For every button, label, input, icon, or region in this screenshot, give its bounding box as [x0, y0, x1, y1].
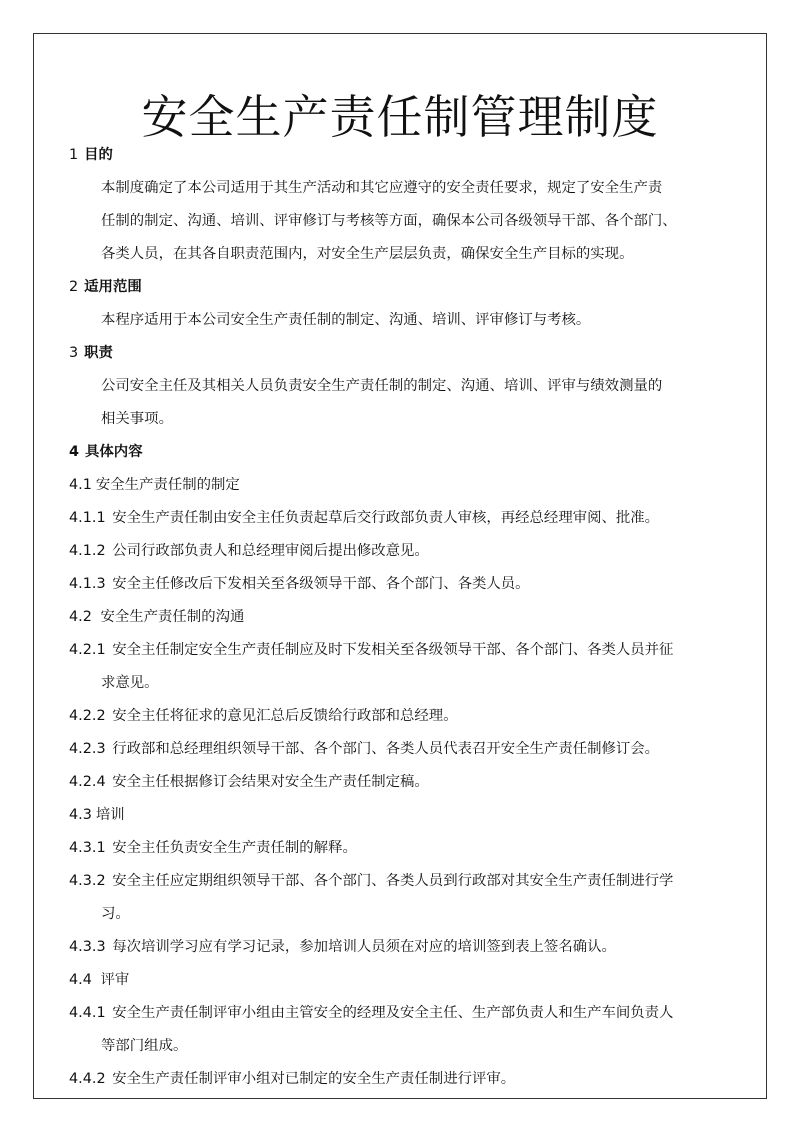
paragraph-line: 公司安全主任及其相关人员负责安全生产责任制的制定、沟通、培训、评审与绩效测量的 — [101, 378, 663, 394]
section-number: 3 — [69, 345, 79, 361]
clause-item — [69, 997, 741, 1030]
subsection-heading — [69, 469, 741, 502]
section-heading-content — [69, 436, 741, 469]
section-heading-responsibility — [69, 337, 741, 370]
paragraph-line: 各类人员，在其各自职责范围内，对安全生产层层负责，确保安全生产目标的实现。 — [101, 246, 634, 262]
paragraph-line: 任制的制定、沟通、培训、评审修订与考核等方面，确保本公司各级领导干部、各个部门、 — [101, 213, 677, 229]
clause-text: 安全主任根据修订会结果对安全生产责任制定稿。 — [112, 774, 429, 790]
clause-text: 安全主任将征求的意见汇总后反馈给行政部和总经理。 — [112, 708, 458, 724]
clause-number: 4.3.1 — [69, 840, 106, 856]
clause-item — [69, 1063, 741, 1096]
clause-number: 4.3.2 — [69, 873, 106, 889]
clause-number: 4.4.1 — [69, 1005, 106, 1021]
document-body — [69, 139, 741, 1096]
clause-number: 4.2.2 — [69, 708, 106, 724]
clause-number: 4.3.3 — [69, 939, 106, 955]
section-heading-scope — [69, 271, 741, 304]
clause-text: 每次培训学习应有学习记录，参加培训人员须在对应的培训签到表上签名确认。 — [112, 939, 616, 955]
subsection-title: 安全生产责任制的制定 — [95, 477, 240, 493]
clause-text: 安全生产责任制评审小组由主管安全的经理及安全主任、生产部负责人和生产车间负责人 — [112, 1005, 674, 1021]
subsection-heading — [69, 601, 741, 634]
section-title: 适用范围 — [84, 279, 142, 295]
section-heading-purpose — [69, 139, 741, 172]
clause-text: 安全主任负责安全生产责任制的解释。 — [112, 840, 357, 856]
section-number: 4 — [69, 444, 80, 460]
section-title: 具体内容 — [85, 444, 143, 460]
clause-continuation: 等部门组成。 — [101, 1038, 188, 1054]
section-title: 目的 — [84, 147, 113, 163]
clause-item — [69, 535, 741, 568]
clause-item — [69, 568, 741, 601]
subsection-number: 4.3 — [69, 807, 92, 823]
subsection-title: 安全生产责任制的沟通 — [100, 609, 245, 625]
clause-text: 安全主任修改后下发相关至各级领导干部、各个部门、各类人员。 — [112, 576, 530, 592]
subsection-number: 4.2 — [69, 609, 92, 625]
clause-text: 公司行政部负责人和总经理审阅后提出修改意见。 — [112, 543, 429, 559]
clause-text: 安全生产责任制评审小组对已制定的安全生产责任制进行评审。 — [112, 1071, 516, 1087]
subsection-title: 培训 — [95, 807, 125, 823]
clause-number: 4.1.3 — [69, 576, 106, 592]
clause-item — [69, 502, 741, 535]
subsection-title: 评审 — [100, 972, 130, 988]
clause-text: 行政部和总经理组织领导干部、各个部门、各类人员代表召开安全生产责任制修订会。 — [112, 741, 660, 757]
section-number: 1 — [69, 147, 79, 163]
clause-text: 安全主任应定期组织领导干部、各个部门、各类人员到行政部对其安全生产责任制进行学 — [112, 873, 674, 889]
document-title: 安全生产责任制管理制度 — [141, 89, 659, 144]
subsection-heading — [69, 964, 741, 997]
clause-continuation: 求意见。 — [101, 675, 159, 691]
clause-item — [69, 931, 741, 964]
clause-number: 4.2.3 — [69, 741, 106, 757]
paragraph-line: 本制度确定了本公司适用于其生产活动和其它应遵守的安全责任要求，规定了安全生产责 — [101, 180, 663, 196]
clause-text: 安全主任制定安全生产责任制应及时下发相关至各级领导干部、各个部门、各类人员并征 — [112, 642, 674, 658]
clause-number: 4.4.2 — [69, 1071, 106, 1087]
subsection-heading — [69, 799, 741, 832]
clause-item — [69, 865, 741, 898]
clause-number: 4.2.1 — [69, 642, 106, 658]
clause-number: 4.2.4 — [69, 774, 106, 790]
clause-text: 安全生产责任制由安全主任负责起草后交行政部负责人审核，再经总经理审阅、批准。 — [112, 510, 660, 526]
clause-number: 4.1.1 — [69, 510, 106, 526]
clause-item — [69, 832, 741, 865]
section-title: 职责 — [84, 345, 113, 361]
subsection-number: 4.1 — [69, 477, 92, 493]
clause-continuation: 习。 — [101, 906, 130, 922]
clause-number: 4.1.2 — [69, 543, 106, 559]
clause-item — [69, 700, 741, 733]
clause-item — [69, 766, 741, 799]
paragraph-line: 本程序适用于本公司安全生产责任制的制定、沟通、培训、评审修订与考核。 — [101, 312, 591, 328]
subsection-number: 4.4 — [69, 972, 92, 988]
clause-item — [69, 634, 741, 667]
paragraph-line: 相关事项。 — [101, 411, 173, 427]
section-number: 2 — [69, 279, 79, 295]
clause-item — [69, 733, 741, 766]
